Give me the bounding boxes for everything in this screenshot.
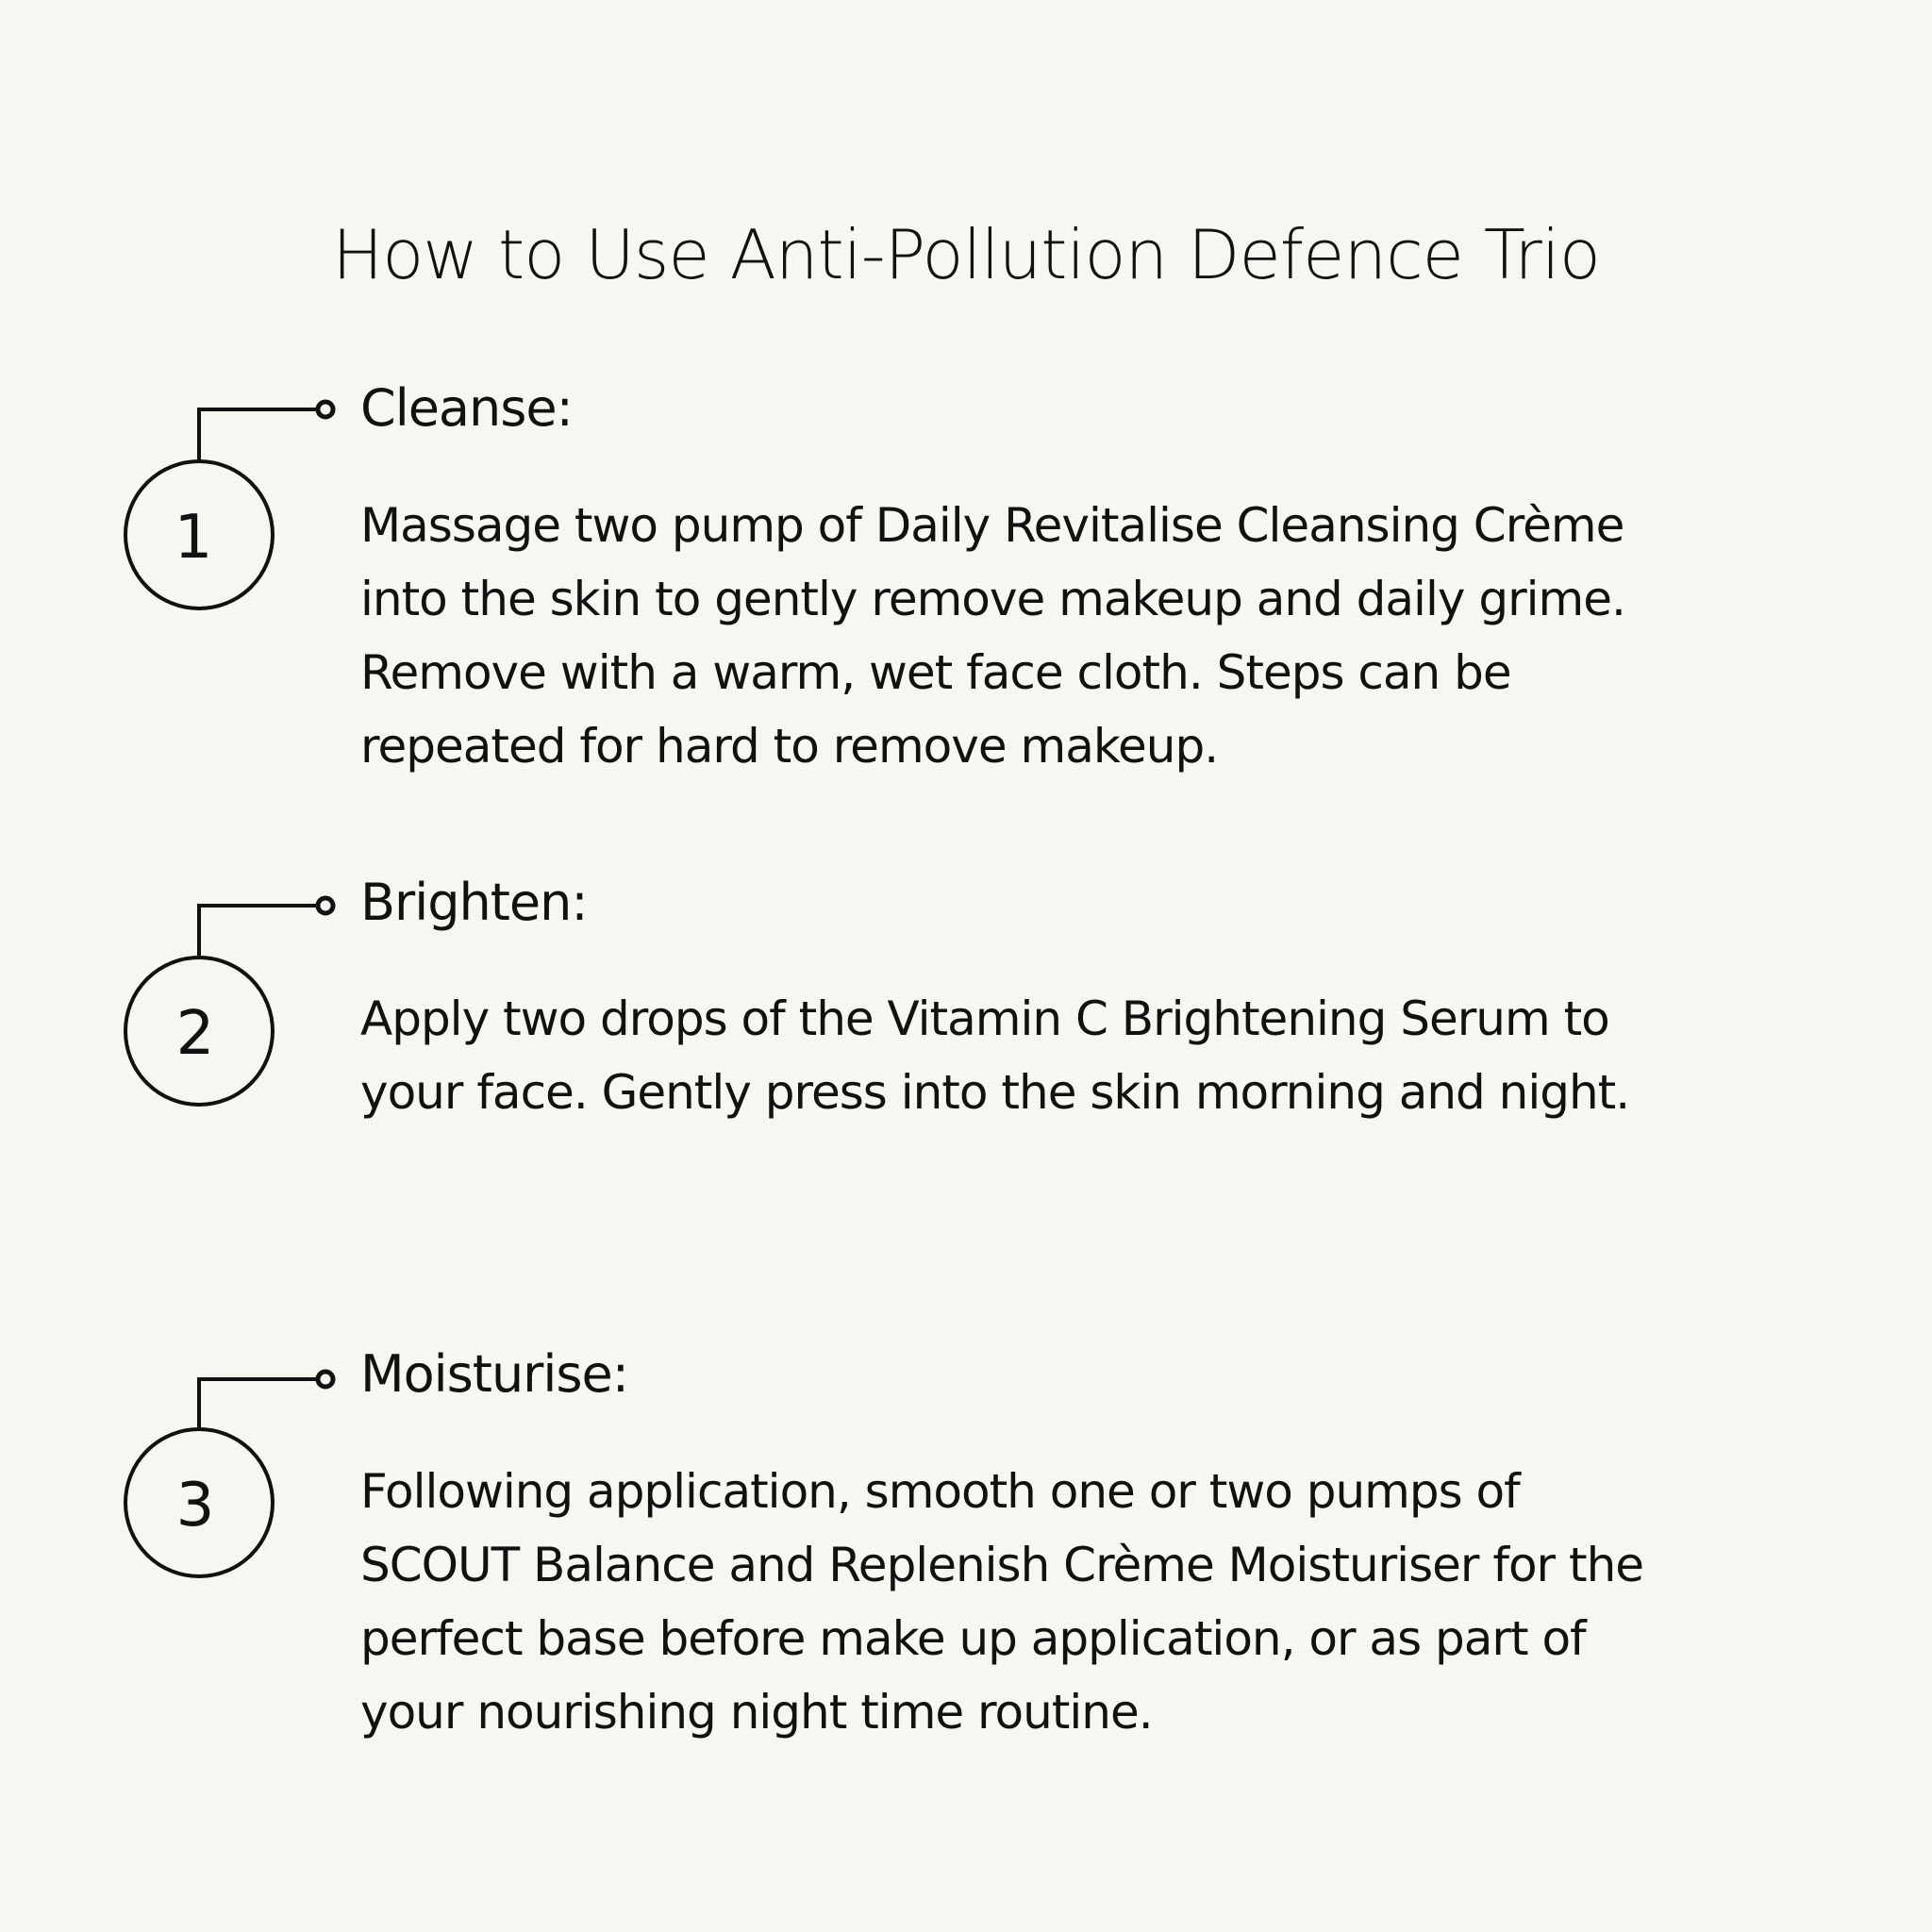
step-3-line: Following application, smooth one or two pumps of bbox=[360, 1464, 1520, 1519]
step-2-number: 2 bbox=[175, 999, 215, 1069]
step-2-description bbox=[360, 982, 1728, 1129]
step-1-connector-dot bbox=[318, 402, 333, 417]
step-1-number: 1 bbox=[174, 503, 213, 573]
step-1-description bbox=[360, 489, 1728, 783]
step-3-line: SCOUT Balance and Replenish Crème Moisturiser for the bbox=[360, 1538, 1644, 1592]
step-1-line: Massage two pump of Daily Revitalise Cleansing Crème bbox=[360, 498, 1624, 553]
step-2-line: Apply two drops of the Vitamin C Brightening Serum to bbox=[360, 991, 1609, 1046]
page-title: How to Use Anti-Pollution Defence Trio bbox=[332, 215, 1600, 295]
step-3-number: 3 bbox=[175, 1471, 215, 1541]
step-1-line: into the skin to gently remove makeup and daily grime. bbox=[360, 572, 1625, 626]
step-1-connector-line bbox=[199, 409, 317, 460]
step-2-heading: Brighten: bbox=[360, 873, 588, 932]
step-3-line: your nourishing night time routine. bbox=[360, 1685, 1153, 1740]
step-3-description bbox=[360, 1455, 1728, 1749]
step-3-line: perfect base before make up application, or as part of bbox=[360, 1611, 1586, 1666]
step-3-heading: Moisturise: bbox=[360, 1344, 628, 1404]
step-1-line: repeated for hard to remove makeup. bbox=[360, 719, 1219, 774]
step-3-connector-dot bbox=[318, 1372, 333, 1387]
step-3-number-circle bbox=[125, 1429, 273, 1576]
step-2-line: your face. Gently press into the skin morning and night. bbox=[360, 1065, 1630, 1120]
step-2-connector-line bbox=[199, 906, 317, 957]
step-2-connector-dot bbox=[318, 898, 333, 913]
step-1-line: Remove with a warm, wet face cloth. Steps can be bbox=[360, 645, 1511, 700]
step-1-number-circle bbox=[125, 461, 273, 608]
step-2-number-circle bbox=[125, 958, 273, 1105]
step-3-connector-line bbox=[199, 1379, 317, 1429]
step-1-heading: Cleanse: bbox=[360, 378, 573, 438]
